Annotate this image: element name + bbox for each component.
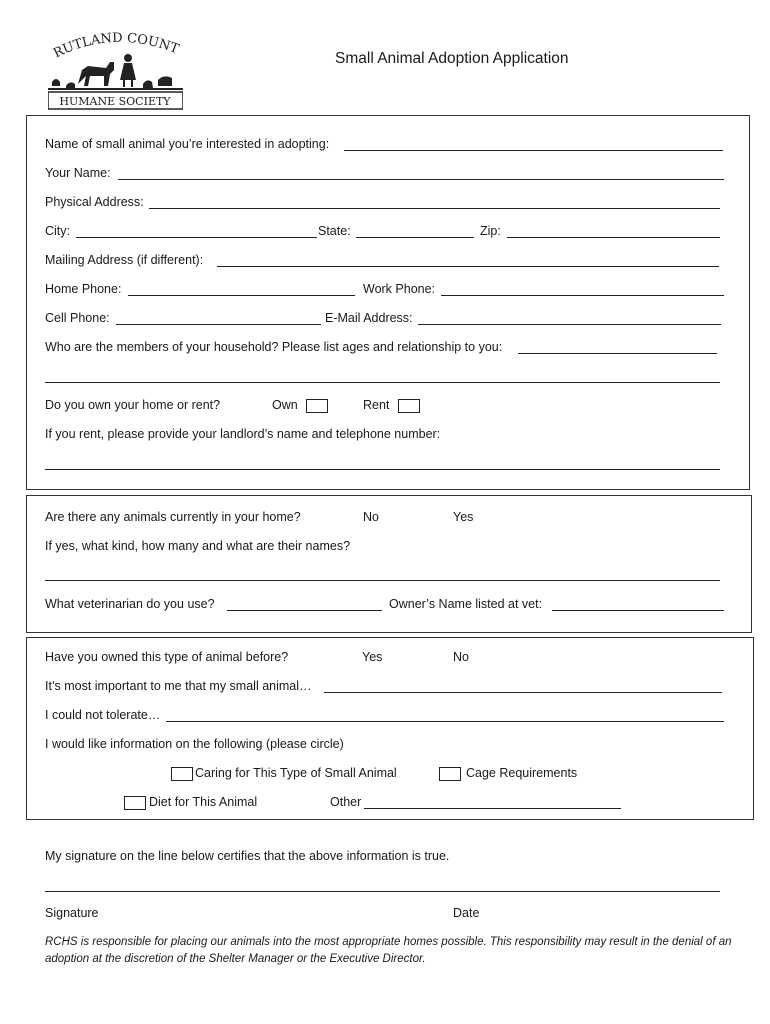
owners-name-vet-label: Owner’s Name listed at vet: bbox=[389, 597, 543, 611]
disclaimer-text: RCHS is responsible for placing our animals into the most appropriate homes possible. This responsibility may result in the denial of an adoption at the discretion of the Shelter Manager or the Executive Director. bbox=[45, 936, 732, 965]
could-not-tolerate-label: I could not tolerate… bbox=[45, 708, 161, 722]
email-field[interactable] bbox=[418, 324, 721, 325]
cage-checkbox[interactable] bbox=[439, 767, 461, 781]
animals-details-label: If yes, what kind, how many and what are their names? bbox=[45, 539, 351, 553]
owned-before-label: Have you owned this type of animal before? bbox=[45, 650, 289, 664]
other-option-label: Other bbox=[330, 795, 362, 809]
cage-option-label: Cage Requirements bbox=[466, 766, 578, 780]
home-phone-field[interactable] bbox=[128, 295, 355, 296]
city-label: City: bbox=[45, 224, 70, 238]
zip-label: Zip: bbox=[480, 224, 501, 238]
own-checkbox[interactable] bbox=[306, 399, 328, 413]
landlord-label: If you rent, please provide your landlord’s name and telephone number: bbox=[45, 427, 441, 441]
email-label: E-Mail Address: bbox=[325, 311, 413, 325]
household-label: Who are the members of your household? Please list ages and relationship to you: bbox=[45, 340, 503, 354]
animals-at-home-no[interactable]: No bbox=[363, 510, 379, 524]
other-field[interactable] bbox=[364, 808, 621, 809]
animals-details-field[interactable] bbox=[45, 580, 720, 581]
caring-option-label: Caring for This Type of Small Animal bbox=[195, 766, 397, 780]
your-name-field[interactable] bbox=[118, 179, 724, 180]
could-not-tolerate-field[interactable] bbox=[166, 721, 724, 722]
physical-address-field[interactable] bbox=[149, 208, 720, 209]
own-or-rent-label: Do you own your home or rent? bbox=[45, 398, 221, 412]
household-field-line-2[interactable] bbox=[45, 382, 720, 383]
physical-address-label: Physical Address: bbox=[45, 195, 144, 209]
household-field[interactable] bbox=[518, 353, 717, 354]
most-important-label: It’s most important to me that my small animal… bbox=[45, 679, 312, 693]
state-field[interactable] bbox=[356, 237, 474, 238]
animals-at-home-label: Are there any animals currently in your home? bbox=[45, 510, 301, 524]
rent-label: Rent bbox=[363, 398, 390, 412]
rent-checkbox[interactable] bbox=[398, 399, 420, 413]
info-request-label: I would like information on the following (please circle) bbox=[45, 737, 344, 751]
date-label: Date bbox=[453, 906, 480, 920]
page-title: Small Animal Adoption Application bbox=[335, 50, 569, 67]
rchs-logo bbox=[48, 26, 183, 112]
owners-name-vet-field[interactable] bbox=[552, 610, 724, 611]
work-phone-label: Work Phone: bbox=[363, 282, 436, 296]
home-phone-label: Home Phone: bbox=[45, 282, 122, 296]
zip-field[interactable] bbox=[507, 237, 720, 238]
state-label: State: bbox=[318, 224, 351, 238]
most-important-field[interactable] bbox=[324, 692, 722, 693]
animal-interest-field[interactable] bbox=[344, 150, 723, 151]
logo-top-text: RUTLAND COUNT bbox=[51, 30, 181, 62]
animals-at-home-yes[interactable]: Yes bbox=[453, 510, 474, 524]
certify-statement: My signature on the line below certifies that the above information is true. bbox=[45, 849, 450, 863]
svg-text:RUTLAND COUNTY bbox=[48, 26, 181, 62]
work-phone-field[interactable] bbox=[441, 295, 724, 296]
city-field[interactable] bbox=[76, 237, 317, 238]
caring-checkbox[interactable] bbox=[171, 767, 193, 781]
own-label: Own bbox=[272, 398, 298, 412]
signature-label: Signature bbox=[45, 906, 99, 920]
mailing-address-field[interactable] bbox=[217, 266, 719, 267]
your-name-label: Your Name: bbox=[45, 166, 111, 180]
veterinarian-field[interactable] bbox=[227, 610, 382, 611]
veterinarian-label: What veterinarian do you use? bbox=[45, 597, 215, 611]
owned-before-no[interactable]: No bbox=[453, 650, 469, 664]
diet-option-label: Diet for This Animal bbox=[149, 795, 258, 809]
owned-before-yes[interactable]: Yes bbox=[362, 650, 383, 664]
diet-checkbox[interactable] bbox=[124, 796, 146, 810]
cell-phone-field[interactable] bbox=[116, 324, 321, 325]
signature-field[interactable] bbox=[45, 891, 720, 892]
mailing-address-label: Mailing Address (if different): bbox=[45, 253, 204, 267]
cell-phone-label: Cell Phone: bbox=[45, 311, 110, 325]
landlord-field[interactable] bbox=[45, 469, 720, 470]
logo-bottom-text: HUMANE SOCIETY bbox=[59, 95, 171, 108]
animal-interest-label: Name of small animal you’re interested in adopting: bbox=[45, 137, 330, 151]
animal-experience-section bbox=[26, 637, 754, 820]
